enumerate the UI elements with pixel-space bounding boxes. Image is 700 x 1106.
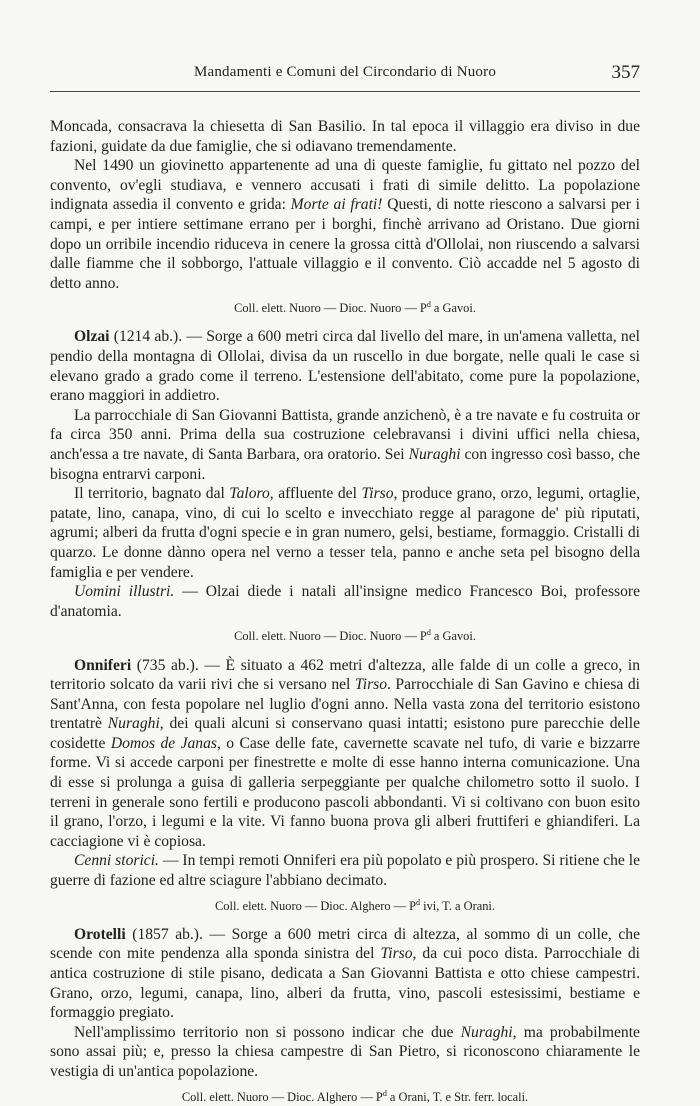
- electoral-note-onniferi: Coll. elett. Nuoro — Dioc. Alghero — $P^d$ ivi, T. a Orani.: [215, 897, 495, 913]
- page-header: [50, 62, 640, 98]
- paragraph-olzai-territory: Il territorio, bagnato dal Taloro, affluente del Tirso, produce grano, orzo, legumi, ortaglie, patate, lino, canapa, vino, di cui lo scelto e invecchiato regge al paragone de' più riputati, agrumi; alberi da frutta d'ogni specie e in gran numero, gelsi, bestiame, formaggio. Cristalli di quarzo. Le donne dànno opera nel verno a tesser tela, panno e anche seta pel bisogno della famiglia e per vendere.: [50, 485, 640, 581]
- paragraph-olzai-church: La parrocchiale di San Giovanni Battista, grande anzichenò, è a tre navate e fu costruita or fa circa 350 anni. Prima della sua costruzione celebravansi i divini uffici nella chiesa, anch'essa a tre navate, di Santa Barbara, ora oratorio. Sei Nuraghi con ingresso così basso, che bisogna entrarvi carponi.: [50, 406, 640, 483]
- header-rule: [50, 91, 640, 92]
- page-number: 357: [611, 62, 640, 83]
- electoral-note-orotelli: Coll. elett. Nuoro — Dioc. Alghero — $P^d$ a Orani, T. e Str. ferr. locali.: [181, 1088, 529, 1104]
- entry-onniferi: Onniferi (735 ab.). — È situato a 462 metri d'altezza, alle falde di un colle a greco, in territorio solcato da varii rivi che si versano nel Tirso. Parrocchiale di San Gavino e chiesa di Sant'Anna, con festa popolare nel luglio d'ogni anno. Nella vasta zona del territorio esistono trentatrè Nuraghi, dei quali alcuni si conservano quasi intatti; esistono pure parecchie delle cosidette Domos de Janas, o Case delle fate, cavernette scavate nel tufo, di varie e bizzarre forme. Vi si accede carponi per finestrette e molte di esse hanno interna comunicazione. Una di esse si prolunga a guisa di galleria serpeggiante per qualche chilometro sotto il suolo. I terreni in generale sono fertili e producono pascoli abbondanti. Vi si coltivano con buon esito il grano, l'orzo, i legumi e la vite. Vi fanno buona prova gli alberi fruttiferi e ghiandiferi. La cacciagione vi è copiosa.: [50, 656, 640, 850]
- running-title: Mandamenti e Comuni del Circondario di Nuoro: [193, 64, 497, 80]
- paragraph-olzai-illustri: Uomini illustri. — Olzai diede i natali all'insigne medico Francesco Boi, professore d'anatomia.: [50, 583, 640, 620]
- paragraph-ollolai-history: Nel 1490 un giovinetto appartenente ad una di queste famiglie, fu gittato nel pozzo del convento, ov'egli studiava, e vennero accusati i frati di simile delitto. La popolazione indignata assedia il convento e grida: Morte ai frati! Questi, di notte riescono a salvarsi per i campi, e per intiere settimane errano per i borghi, finchè arrivano ad Oristano. Due giorni dopo un orribile incendio riduceva in cenere la grossa città d'Ollolai, non riuscendo a salvarsi dalle fiamme che il sobborgo, l'attuale villaggio e il convento. Ciò accadde nel 5 agosto di detto anno.: [50, 157, 640, 292]
- entry-olzai: Olzai (1214 ab.). — Sorge a 600 metri circa dal livello del mare, in un'amena valletta, nel pendio della montagna di Ollolai, divisa da un ruscello in due borgate, nelle quali le case si elevano grado a grado come il terreno. L'estensione dell'abitato, come pure la popolazione, erano maggiori in addietro.: [50, 328, 640, 405]
- paragraph-orotelli-territory: Nell'amplissimo territorio non si possono indicar che due Nuraghi, ma probabilmente sono assai più; e, presso la chiesa campestre di San Pietro, si riconoscono chiaramente le vestigia di un'antica popolazione.: [50, 1023, 640, 1080]
- entry-name-orotelli: Orotelli: [74, 925, 126, 943]
- entry-orotelli: Orotelli (1857 ab.). — Sorge a 600 metri circa di altezza, al sommo di un colle, che scende con mite pendenza alla sponda sinistra del Tirso, da cui poco dista. Parrocchiale di antica costruzione di stile pisano, dedicata a San Giovanni Battista e otto chiese campestri. Grano, orzo, legumi, canapa, lino, alberi da frutta, vino, pascoli estesissimi, bestiame e formaggio pregiato.: [50, 925, 640, 1022]
- paragraph-onniferi-history: Cenni storici. — In tempi remoti Onniferi era più popolato e più prospero. Si ritiene che le guerre di fazione ed altre sciagure l'abbiano decimato.: [50, 852, 640, 890]
- page-body: [50, 117, 640, 1106]
- paragraph-ollolai-end: Moncada, consacrava la chiesetta di San Basilio. In tal epoca il villaggio era diviso in due fazioni, guidate da due famiglie, che si odiavano tremendamente.: [50, 118, 640, 155]
- entry-name-olzai: Olzai: [74, 328, 110, 346]
- electoral-note-ollolai: Coll. elett. Nuoro — Dioc. Nuoro — $P^d$ a Gavoi.: [234, 300, 476, 316]
- entry-name-onniferi: Onniferi: [74, 656, 132, 674]
- electoral-note-olzai: Coll. elett. Nuoro — Dioc. Nuoro — $P^d$ a Gavoi.: [234, 628, 476, 644]
